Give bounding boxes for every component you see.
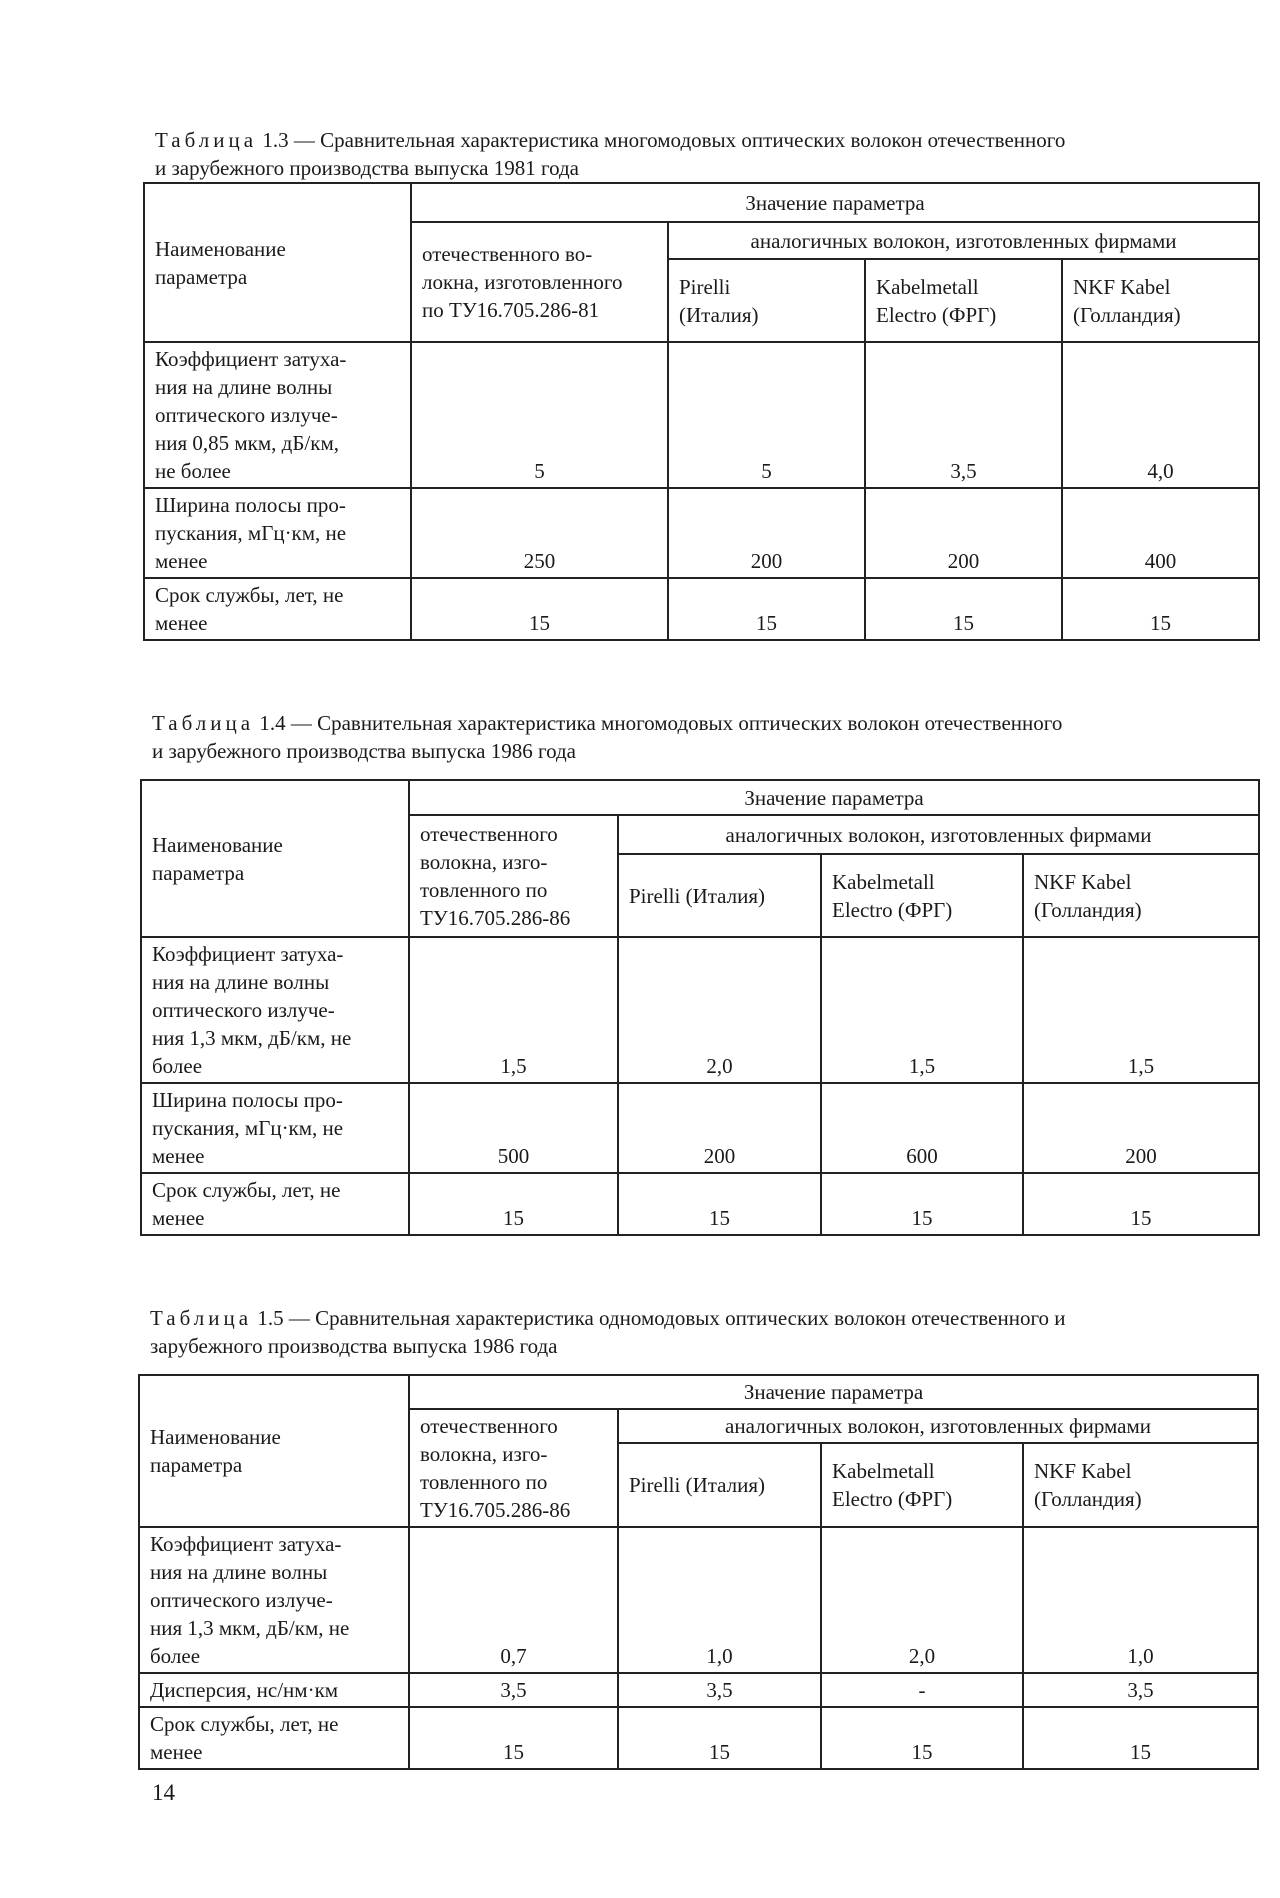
header-firm: NKF Kabel (Голландия) bbox=[1023, 854, 1259, 937]
comparison-table bbox=[138, 1374, 1259, 1770]
table-row bbox=[139, 1673, 1258, 1707]
row-value: 1,5 bbox=[821, 937, 1023, 1083]
row-value: 2,0 bbox=[821, 1527, 1023, 1673]
header-value-group: Значение параметра bbox=[409, 1375, 1258, 1409]
header-domestic-fiber: отечественного волокна, изго- товленного по ТУ16.705.286-86 bbox=[409, 1409, 618, 1527]
row-value: 15 bbox=[411, 578, 668, 640]
header-parameter-name: Наименование параметра bbox=[141, 780, 409, 937]
row-parameter-name: Ширина полосы про- пускания, мГц·км, не менее bbox=[144, 488, 411, 578]
table-row bbox=[139, 1707, 1258, 1769]
caption-label: Таблица bbox=[155, 128, 258, 152]
row-value: 15 bbox=[618, 1707, 821, 1769]
row-parameter-name: Срок службы, лет, не менее bbox=[144, 578, 411, 640]
row-value: 600 bbox=[821, 1083, 1023, 1173]
row-value: 400 bbox=[1062, 488, 1259, 578]
row-value: 1,0 bbox=[618, 1527, 821, 1673]
comparison-table bbox=[140, 779, 1260, 1236]
row-value: 2,0 bbox=[618, 937, 821, 1083]
row-value: 1,0 bbox=[1023, 1527, 1258, 1673]
row-value: 15 bbox=[821, 1173, 1023, 1235]
header-foreign-group: аналогичных волокон, изготовленных фирмами bbox=[668, 222, 1259, 259]
header-domestic-fiber: отечественного во- локна, изготовленного по ТУ16.705.286-81 bbox=[411, 222, 668, 342]
row-value: 15 bbox=[409, 1173, 618, 1235]
table-caption bbox=[152, 709, 1062, 765]
header-firm: NKF Kabel (Голландия) bbox=[1062, 259, 1259, 342]
header-domestic-fiber: отечественного волокна, изго- товленного по ТУ16.705.286-86 bbox=[409, 815, 618, 937]
row-value: 3,5 bbox=[865, 342, 1062, 488]
row-value: - bbox=[821, 1673, 1023, 1707]
table-caption bbox=[155, 126, 1065, 182]
row-parameter-name: Срок службы, лет, не менее bbox=[141, 1173, 409, 1235]
page-number: 14 bbox=[152, 1780, 175, 1805]
header-firm: Pirelli (Италия) bbox=[668, 259, 865, 342]
caption-label: Таблица bbox=[150, 1306, 253, 1330]
row-value: 15 bbox=[409, 1707, 618, 1769]
row-value: 15 bbox=[1023, 1707, 1258, 1769]
table-row bbox=[141, 937, 1259, 1083]
table-row bbox=[144, 342, 1259, 488]
row-value: 3,5 bbox=[618, 1673, 821, 1707]
row-parameter-name: Дисперсия, нс/нм·км bbox=[139, 1673, 409, 1707]
table-caption bbox=[150, 1304, 1066, 1360]
row-value: 1,5 bbox=[1023, 937, 1259, 1083]
row-value: 3,5 bbox=[409, 1673, 618, 1707]
row-value: 15 bbox=[1023, 1173, 1259, 1235]
header-firm: Kabelmetall Electro (ФРГ) bbox=[821, 1443, 1023, 1527]
row-value: 250 bbox=[411, 488, 668, 578]
row-value: 5 bbox=[668, 342, 865, 488]
header-foreign-group: аналогичных волокон, изготовленных фирмами bbox=[618, 1409, 1258, 1443]
row-parameter-name: Коэффициент затуха- ния на длине волны оптического излуче- ния 1,3 мкм, дБ/км, не более bbox=[139, 1527, 409, 1673]
row-value: 15 bbox=[865, 578, 1062, 640]
row-value: 200 bbox=[618, 1083, 821, 1173]
caption-text: 1.4 — Сравнительная характеристика многомодовых оптических волокон отечественного и зарубежного производства выпуска 1986 года bbox=[152, 711, 1063, 763]
row-parameter-name: Коэффициент затуха- ния на длине волны оптического излуче- ния 1,3 мкм, дБ/км, не более bbox=[141, 937, 409, 1083]
row-parameter-name: Коэффициент затуха- ния на длине волны оптического излуче- ния 0,85 мкм, дБ/км, не более bbox=[144, 342, 411, 488]
row-value: 200 bbox=[668, 488, 865, 578]
row-value: 4,0 bbox=[1062, 342, 1259, 488]
caption-text: 1.3 — Сравнительная характеристика многомодовых оптических волокон отечественного и зарубежного производства выпуска 1981 года bbox=[155, 128, 1066, 180]
row-value: 200 bbox=[865, 488, 1062, 578]
header-foreign-group: аналогичных волокон, изготовленных фирмами bbox=[618, 815, 1259, 854]
table-row bbox=[144, 488, 1259, 578]
table-row bbox=[139, 1527, 1258, 1673]
header-firm: Kabelmetall Electro (ФРГ) bbox=[865, 259, 1062, 342]
row-value: 15 bbox=[618, 1173, 821, 1235]
caption-label: Таблица bbox=[152, 711, 255, 735]
header-value-group: Значение параметра bbox=[409, 780, 1259, 815]
row-parameter-name: Срок службы, лет, не менее bbox=[139, 1707, 409, 1769]
table-row bbox=[141, 1173, 1259, 1235]
row-value: 1,5 bbox=[409, 937, 618, 1083]
header-parameter-name: Наименование параметра bbox=[144, 183, 411, 342]
row-value: 0,7 bbox=[409, 1527, 618, 1673]
row-value: 15 bbox=[821, 1707, 1023, 1769]
row-value: 15 bbox=[668, 578, 865, 640]
row-value: 15 bbox=[1062, 578, 1259, 640]
header-firm: NKF Kabel (Голландия) bbox=[1023, 1443, 1258, 1527]
row-value: 3,5 bbox=[1023, 1673, 1258, 1707]
table-row bbox=[141, 1083, 1259, 1173]
header-firm: Kabelmetall Electro (ФРГ) bbox=[821, 854, 1023, 937]
row-value: 5 bbox=[411, 342, 668, 488]
row-value: 200 bbox=[1023, 1083, 1259, 1173]
row-value: 500 bbox=[409, 1083, 618, 1173]
caption-text: 1.5 — Сравнительная характеристика одномодовых оптических волокон отечественного и зарубежного производства выпуска 1986 года bbox=[150, 1306, 1066, 1358]
comparison-table bbox=[143, 182, 1260, 641]
row-parameter-name: Ширина полосы про- пускания, мГц·км, не менее bbox=[141, 1083, 409, 1173]
header-firm: Pirelli (Италия) bbox=[618, 1443, 821, 1527]
header-parameter-name: Наименование параметра bbox=[139, 1375, 409, 1527]
header-value-group: Значение параметра bbox=[411, 183, 1259, 222]
table-row bbox=[144, 578, 1259, 640]
header-firm: Pirelli (Италия) bbox=[618, 854, 821, 937]
